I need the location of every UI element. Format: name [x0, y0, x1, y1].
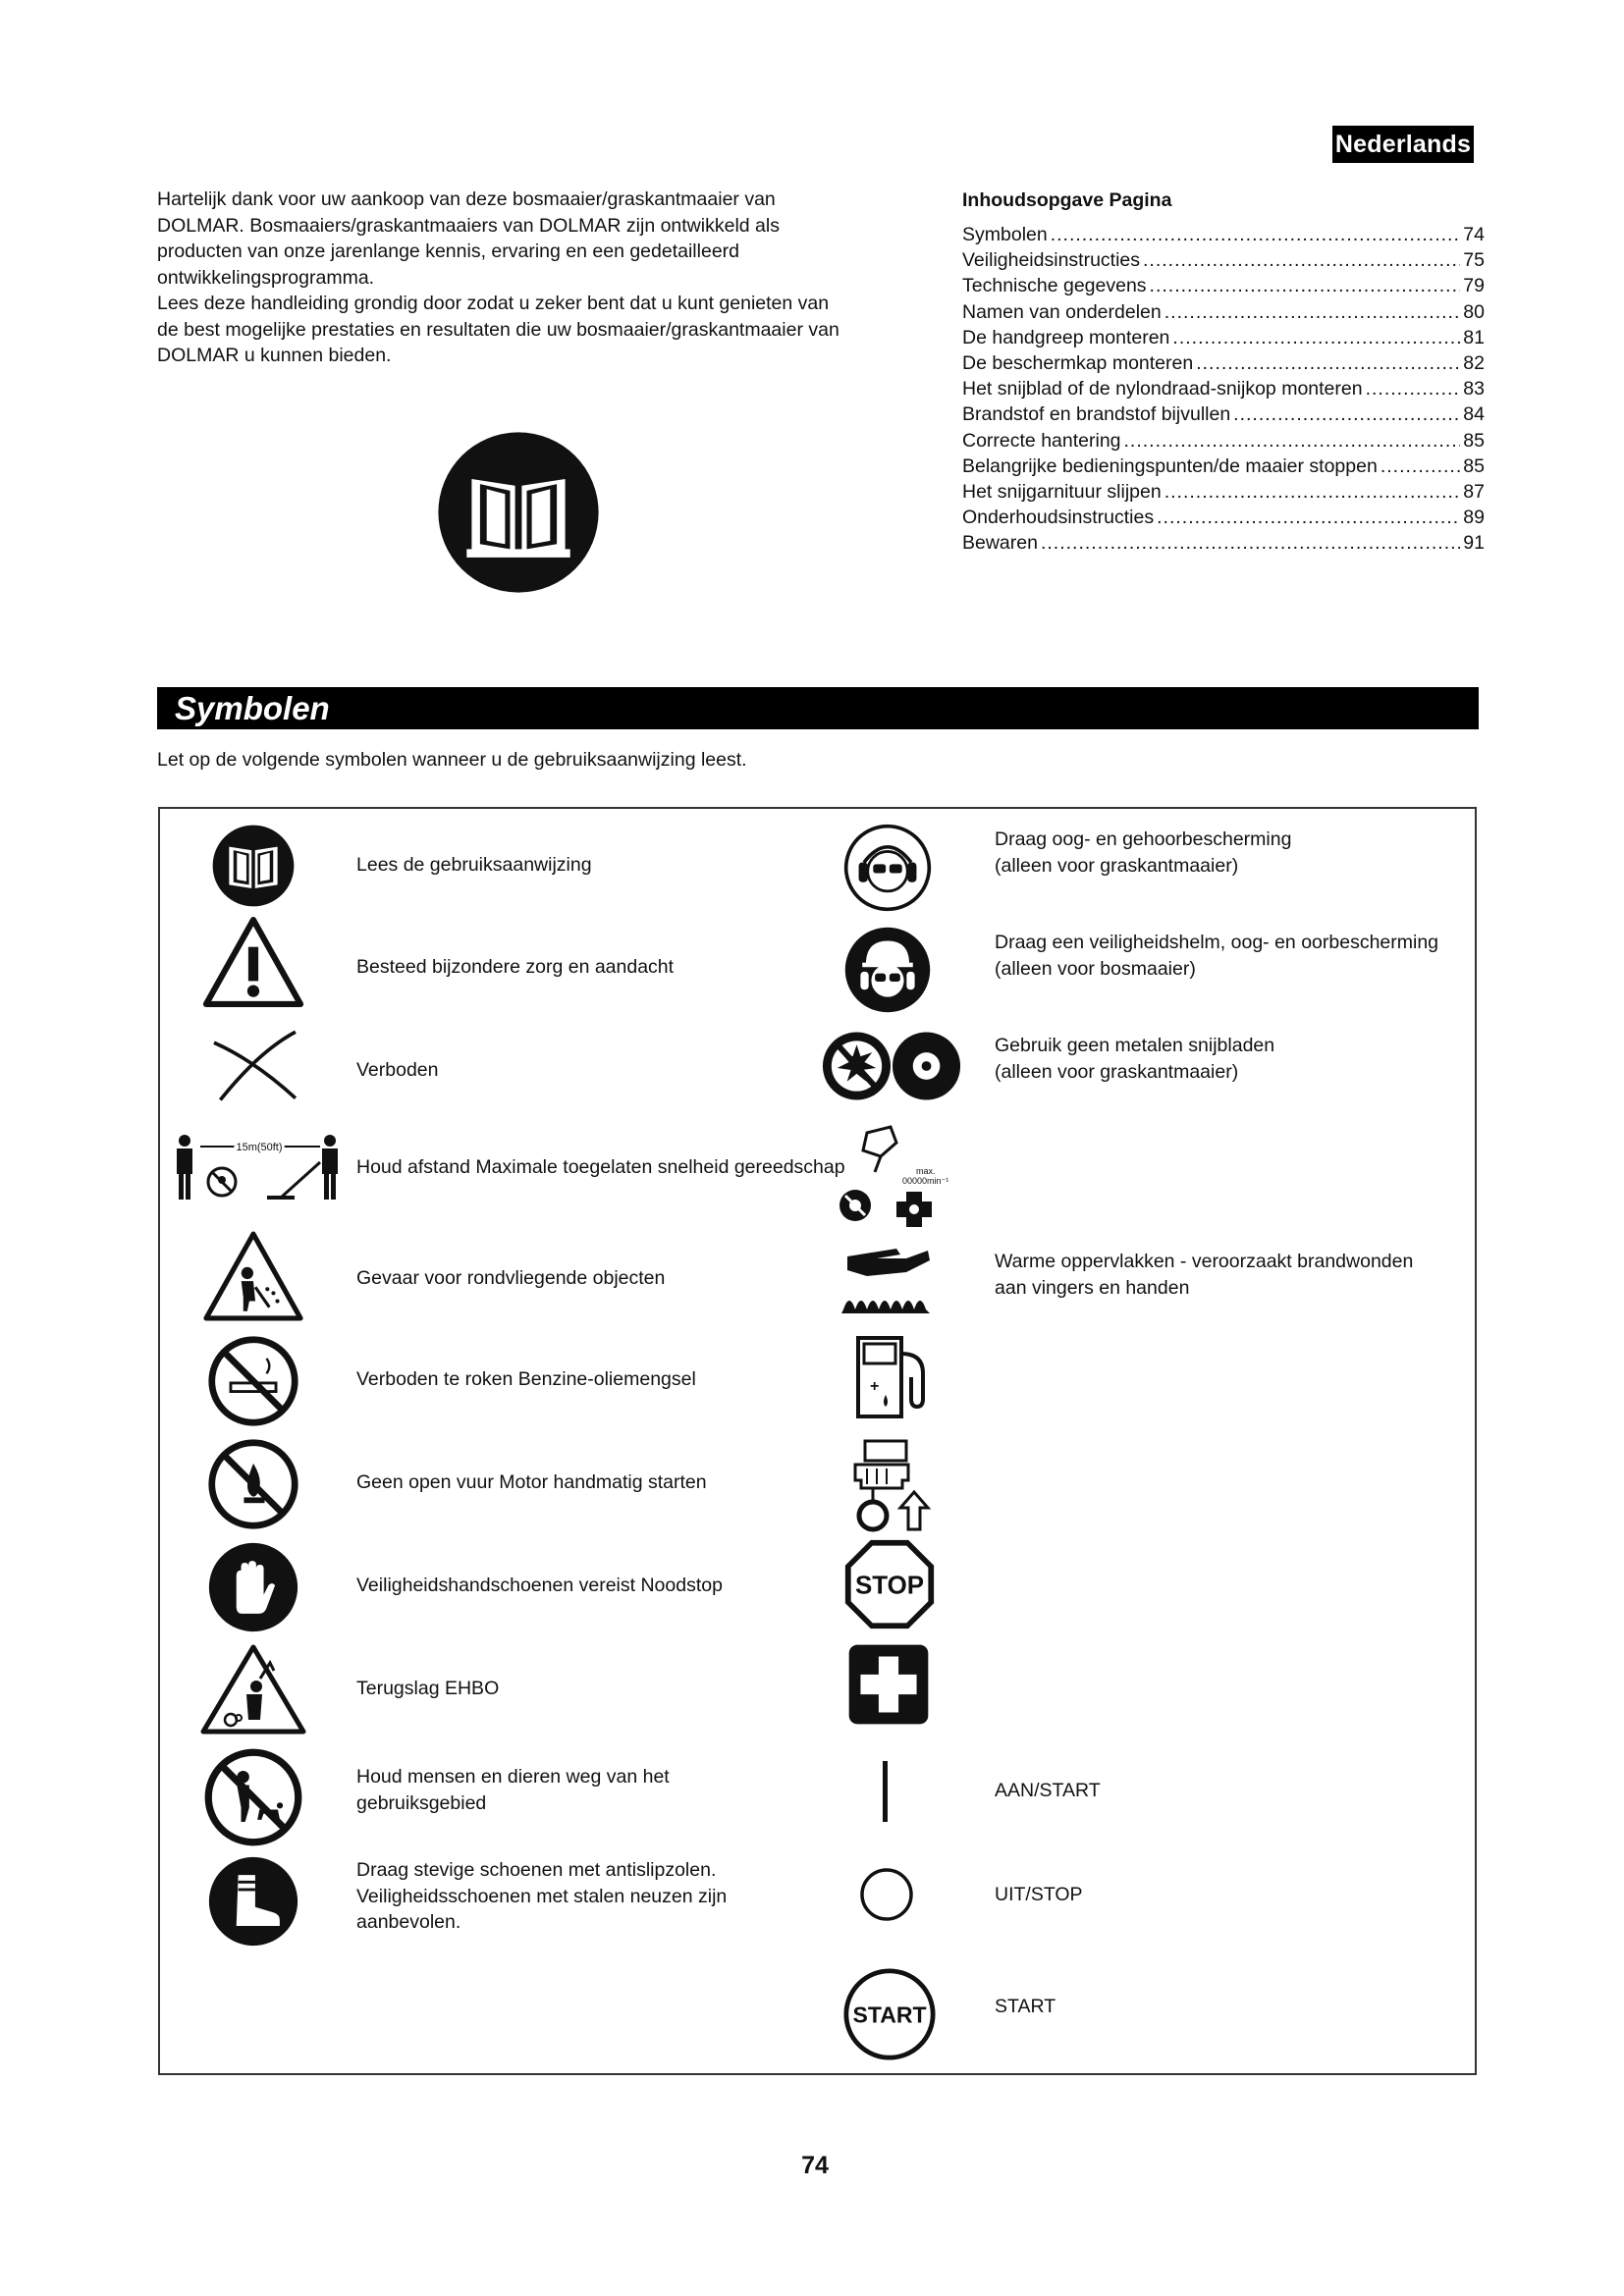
warning-triangle-icon	[202, 917, 304, 1007]
toc-leader-dots	[1172, 325, 1460, 350]
first-aid-icon	[847, 1643, 930, 1726]
toc-label: Veiligheidsinstructies	[962, 249, 1141, 272]
label-gloves-emergency-stop: Veiligheidshandschoenen vereist Noodstop	[356, 1575, 723, 1596]
toc-page: 79	[1463, 275, 1485, 297]
label-eye-ear-protection: Draag oog- en gehoorbescherming (alleen voor graskantmaaier)	[995, 828, 1292, 877]
speed-value-label: 00000min⁻¹	[902, 1176, 949, 1186]
toc-page: 82	[1463, 351, 1485, 374]
label-keep-people-away: Houd mensen en dieren weg van het gebruiksgebied	[356, 1766, 670, 1814]
hot-surface-icon	[838, 1241, 936, 1319]
no-metal-blades-icon	[820, 1027, 965, 1105]
distance-figure: 15m(50ft)	[236, 1142, 283, 1153]
keep-people-away-icon	[202, 1746, 304, 1848]
toc-row	[962, 222, 1485, 247]
toc-page: 80	[1463, 300, 1485, 323]
toc-label: Bewaren	[962, 532, 1038, 555]
toc-label: Belangrijke bedieningspunten/de maaier stoppen	[962, 454, 1378, 477]
manual-start-icon	[847, 1437, 936, 1535]
toc-leader-dots	[1233, 401, 1460, 427]
toc-label: Het snijblad of de nylondraad-snijkop monteren	[962, 378, 1363, 400]
toc-page: 75	[1463, 249, 1485, 272]
fuel-mixture-icon	[852, 1334, 931, 1422]
toc-page: 87	[1463, 480, 1485, 503]
section-header	[157, 687, 1479, 729]
label-no-fire-manual-start: Geen open vuur Motor handmatig starten	[356, 1471, 707, 1493]
book-icon	[210, 823, 297, 909]
toc-row	[962, 350, 1485, 376]
toc-label: De beschermkap monteren	[962, 351, 1194, 374]
toc-page: 84	[1463, 403, 1485, 426]
page-number: 74	[801, 2152, 829, 2179]
toc-leader-dots	[1196, 350, 1460, 376]
max-speed-tool-icon	[828, 1123, 955, 1231]
toc-page: 81	[1463, 326, 1485, 348]
safety-boots-icon	[206, 1854, 300, 1949]
toc-row	[962, 299, 1485, 325]
stop-sign-icon	[842, 1537, 937, 1631]
label-safety-boots: Draag stevige schoenen met antislipzolen. Veiligheidsschoenen met stalen neuzen zijn aanbevolen.	[356, 1859, 728, 1933]
label-flying-objects: Gevaar voor rondvliegende objecten	[356, 1267, 666, 1289]
read-manual-book-icon	[435, 429, 602, 596]
label-special-care: Besteed bijzondere zorg en aandacht	[356, 956, 675, 978]
gloves-icon	[206, 1540, 300, 1634]
label-keep-distance-max-speed: Houd afstand Maximale toegelaten snelheid gereedschap	[356, 1156, 845, 1178]
toc-label: Symbolen	[962, 224, 1048, 245]
toc-label: Namen van onderdelen	[962, 300, 1162, 323]
label-start: START	[995, 1996, 1056, 2017]
label-no-metal-blades: Gebruik geen metalen snijbladen (alleen voor graskantmaaier)	[995, 1035, 1275, 1083]
label-off-stop: UIT/STOP	[995, 1884, 1083, 1905]
toc-label: De handgreep monteren	[962, 326, 1170, 348]
label-prohibited: Verboden	[356, 1059, 439, 1081]
label-on-start: AAN/START	[995, 1780, 1101, 1801]
prohibited-cross-icon	[209, 1025, 299, 1105]
toc-row	[962, 247, 1485, 273]
label-hot-surface: Warme oppervlakken - veroorzaakt brandwonden aan vingers en handen	[995, 1251, 1414, 1299]
toc-row	[962, 479, 1485, 505]
toc-leader-dots	[1366, 376, 1461, 401]
helmet-eye-ear-protection-icon	[842, 925, 933, 1015]
start-button-text: START	[852, 2002, 927, 2028]
toc-label: Technische gegevens	[962, 275, 1147, 297]
toc-row	[962, 325, 1485, 350]
toc-row	[962, 454, 1485, 479]
toc-row	[962, 428, 1485, 454]
no-open-fire-icon	[206, 1437, 300, 1531]
toc-label: Correcte hantering	[962, 429, 1121, 452]
toc-leader-dots	[1380, 454, 1460, 479]
label-read-manual: Lees de gebruiksaanwijzing	[356, 854, 592, 876]
toc-label: Brandstof en brandstof bijvullen	[962, 403, 1231, 426]
toc-row	[962, 376, 1485, 401]
toc-page: 74	[1463, 224, 1485, 245]
intro-paragraph-2: Lees deze handleiding grondig door zodat u zeker bent dat u kunt genieten van de best mogelijke prestaties en resultaten die uw bosmaaier/graskantmaaier van DOLMAR u kunnen bieden.	[157, 293, 839, 366]
svg-text:+: +	[870, 1378, 880, 1395]
toc-leader-dots	[1164, 299, 1461, 325]
toc-page: 91	[1463, 532, 1485, 555]
no-smoking-icon	[206, 1334, 300, 1428]
toc-row	[962, 530, 1485, 556]
off-stop-icon	[859, 1867, 914, 1922]
toc-label: Onderhoudsinstructies	[962, 507, 1155, 529]
toc-leader-dots	[1143, 247, 1460, 273]
label-kickback-first-aid: Terugslag EHBO	[356, 1678, 500, 1699]
toc-leader-dots	[1150, 273, 1461, 298]
toc-page: 83	[1463, 378, 1485, 400]
toc-label: Het snijgarnituur slijpen	[962, 480, 1162, 503]
toc-row	[962, 273, 1485, 298]
label-helmet-protection: Draag een veiligheidshelm, oog- en oorbescherming (alleen voor bosmaaier)	[995, 932, 1439, 980]
toc-page: 89	[1463, 507, 1485, 529]
eye-ear-protection-icon	[842, 823, 933, 913]
toc-leader-dots	[1157, 505, 1460, 530]
toc-page: 85	[1463, 429, 1485, 452]
toc-leader-dots	[1164, 479, 1461, 505]
flying-objects-icon	[202, 1231, 304, 1321]
stop-sign-text: STOP	[854, 1572, 925, 1600]
on-start-icon	[881, 1761, 891, 1822]
intro-paragraph-1: Hartelijk dank voor uw aankoop van deze bosmaaier/graskantmaaier van DOLMAR. Bosmaaiers/graskantmaaiers van DOLMAR zijn ontwikkeld als producten van onze jarenlange kennis, ervaring en een gedetailleerd ontwikkelingsprogramma.	[157, 188, 780, 289]
toc-page: 85	[1463, 454, 1485, 477]
start-button-icon	[842, 1967, 937, 2061]
toc-row	[962, 505, 1485, 530]
toc-title: Inhoudsopgave Pagina	[962, 189, 1172, 211]
section-lead: Let op de volgende symbolen wanneer u de gebruiksaanwijzing leest.	[157, 749, 747, 771]
toc-leader-dots	[1051, 222, 1461, 247]
toc-leader-dots	[1124, 428, 1461, 454]
toc-leader-dots	[1041, 530, 1460, 556]
section-title: Symbolen	[175, 690, 330, 726]
symbols-table	[158, 807, 1477, 2075]
max-label: max.	[916, 1166, 936, 1176]
keep-distance-icon	[173, 1133, 350, 1205]
table-of-contents	[962, 187, 1485, 556]
toc-row	[962, 401, 1485, 427]
kickback-icon	[199, 1643, 307, 1735]
label-no-smoking-fuel: Verboden te roken Benzine-oliemengsel	[356, 1368, 696, 1390]
language-badge: Nederlands	[1332, 126, 1474, 163]
intro-text	[157, 187, 903, 369]
